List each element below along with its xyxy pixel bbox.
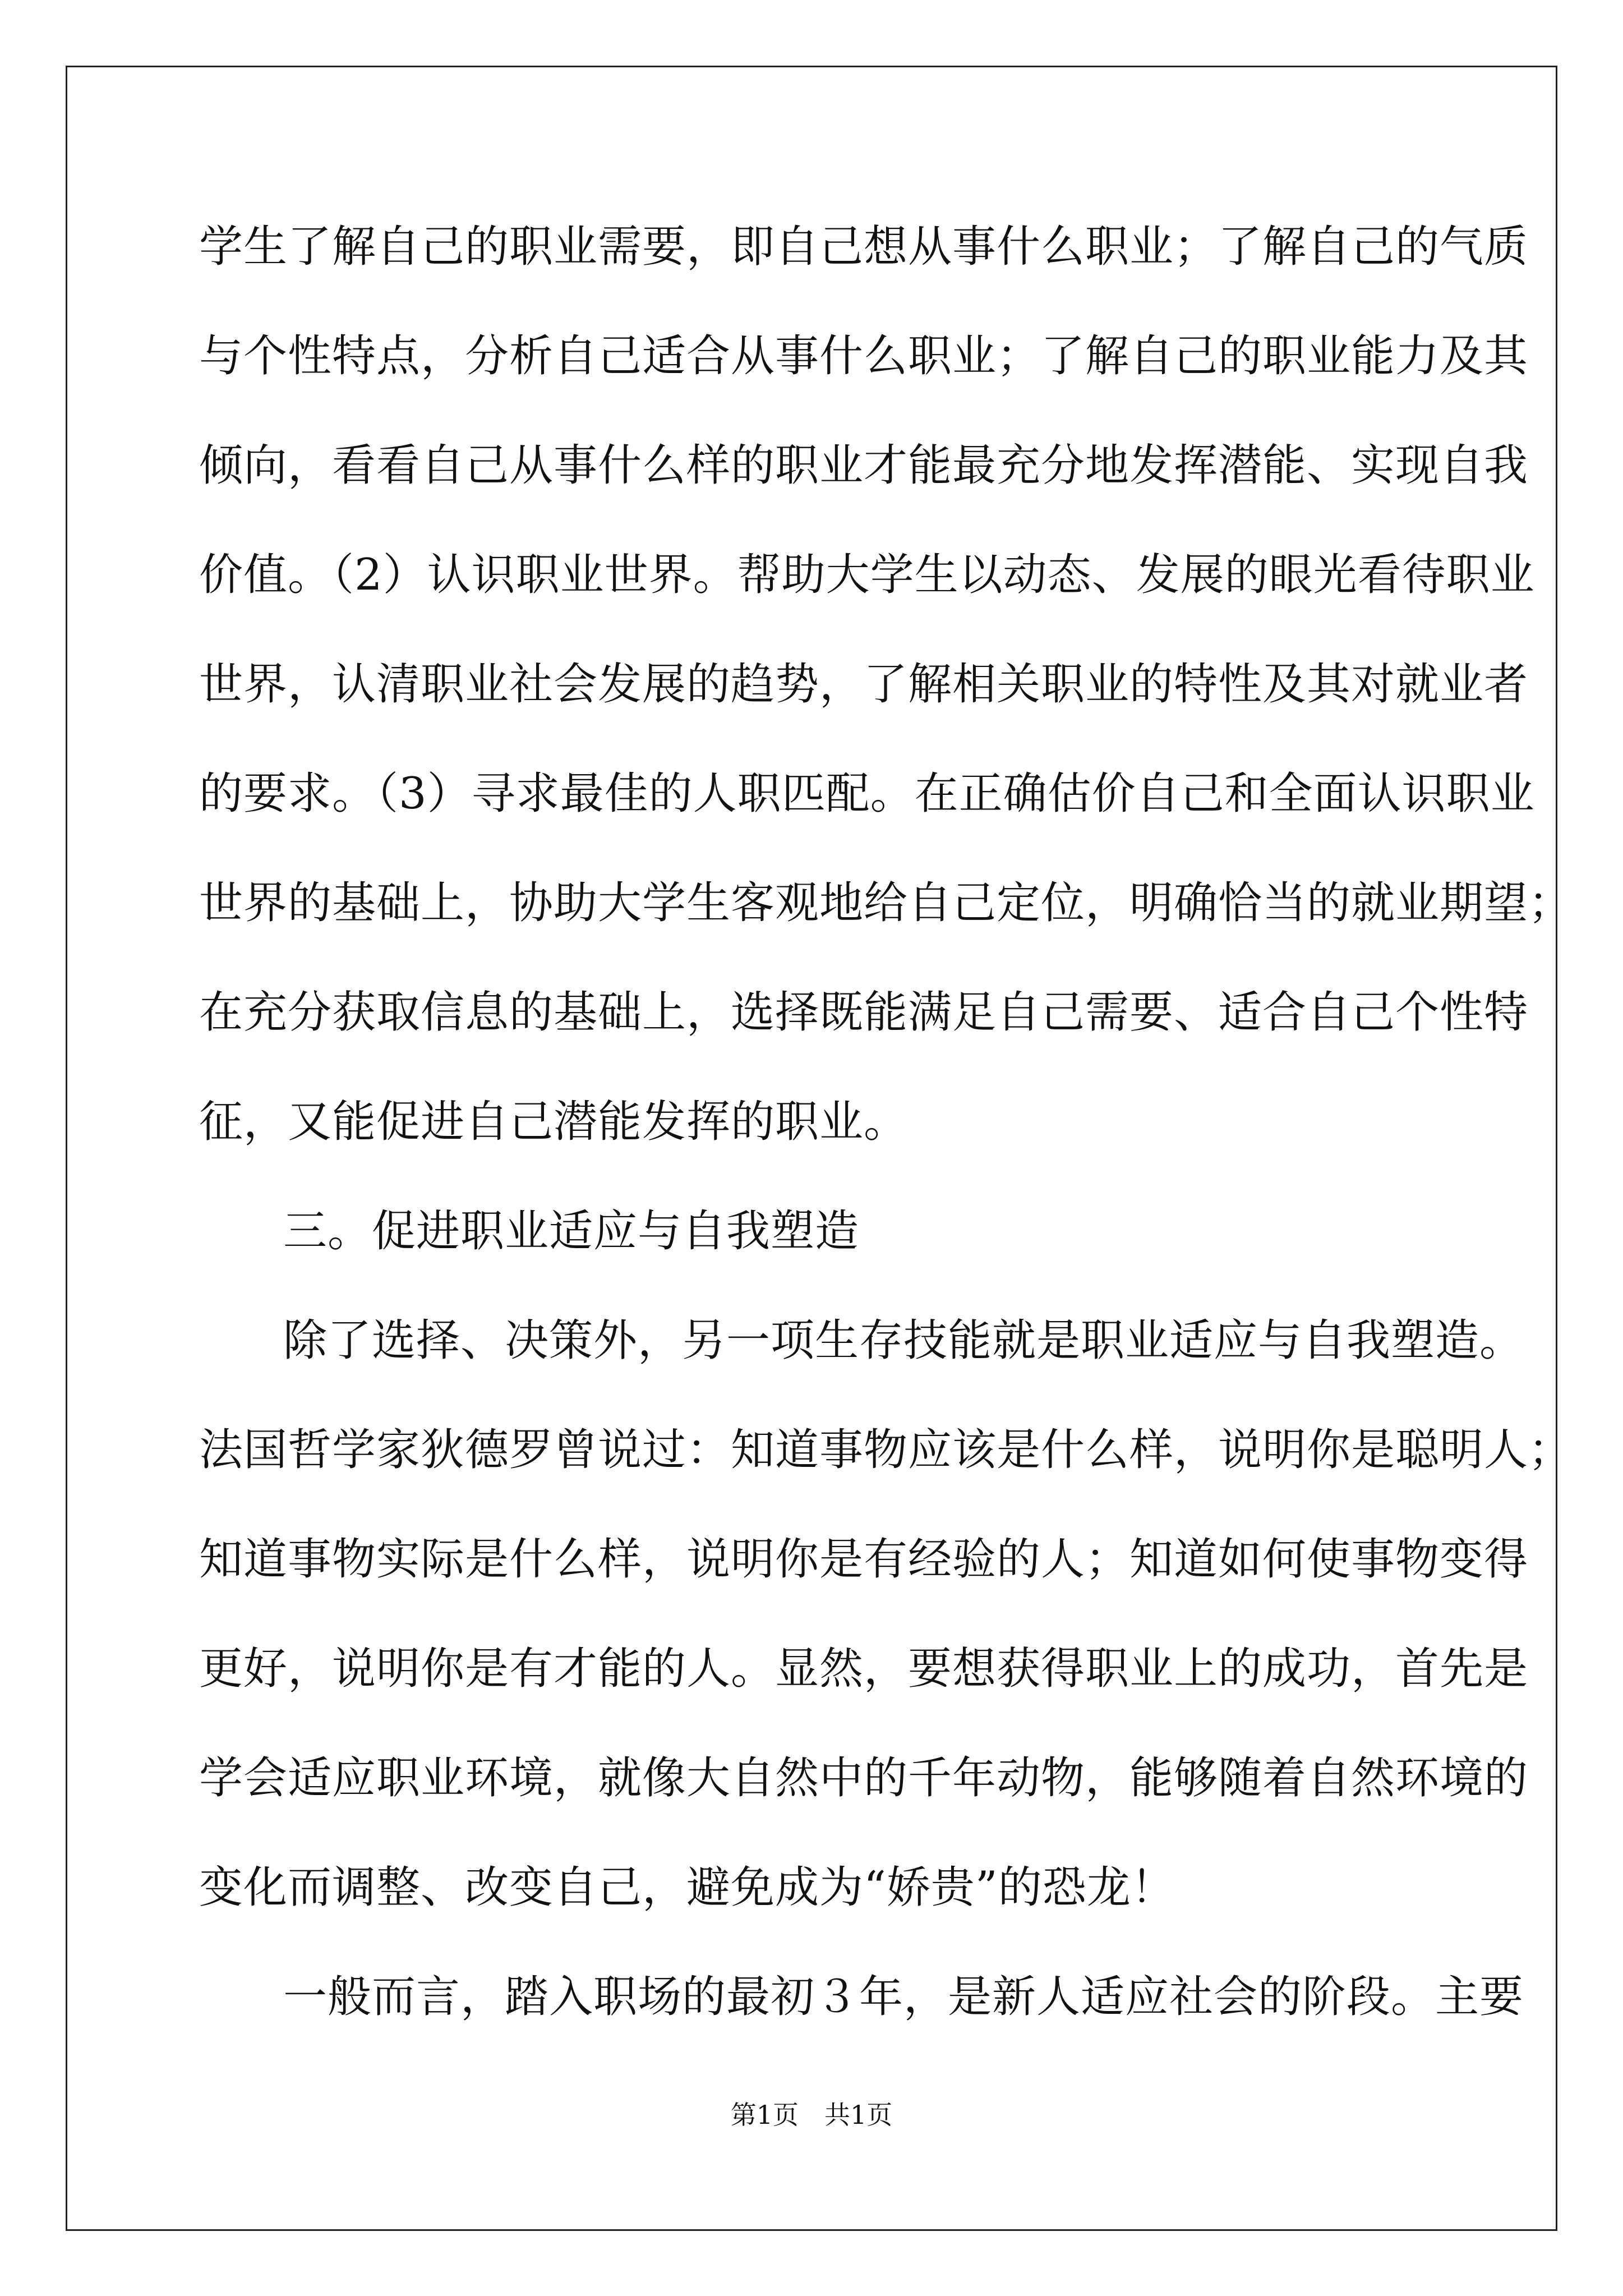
text-line: 的要求。（3）寻求最佳的人职匹配。在正确估价自己和全面认识职业	[199, 769, 1535, 819]
text-line: 知道事物实际是什么样，说明你是有经验的人；知道如何使事物变得	[199, 1534, 1529, 1585]
text-line: 更好，说明你是有才能的人。显然，要想获得职业上的成功，首先是	[199, 1644, 1529, 1694]
text-line: 征，又能促进自己潜能发挥的职业。	[199, 1097, 909, 1147]
text-line: 学会适应职业环境，就像大自然中的千年动物，能够随着自然环境的	[199, 1753, 1529, 1803]
text-line: 一般而言，踏入职场的最初３年，是新人适应社会的阶段。主要	[283, 1972, 1524, 2022]
text-line: 变化而调整、改变自己，避免成为“娇贵”的恐龙！	[199, 1862, 1175, 1913]
text-line: 学生了解自己的职业需要，即自己想从事什么职业；了解自己的气质	[199, 222, 1529, 272]
text-line: 除了选择、决策外，另一项生存技能就是职业适应与自我塑造。	[283, 1315, 1524, 1366]
text-line: 倾向，看看自己从事什么样的职业才能最充分地发挥潜能、实现自我	[199, 440, 1529, 491]
text-line: 价值。（2）认识职业世界。帮助大学生以动态、发展的眼光看待职业	[199, 550, 1535, 600]
text-line: 法国哲学家狄德罗曾说过：知道事物应该是什么样，说明你是聪明人；	[199, 1425, 1573, 1475]
text-line: 在充分获取信息的基础上，选择既能满足自己需要、适合自己个性特	[199, 987, 1529, 1038]
text-line: 与个性特点，分析自己适合从事什么职业；了解自己的职业能力及其	[199, 331, 1529, 381]
text-line: 世界，认清职业社会发展的趋势，了解相关职业的特性及其对就业者	[199, 659, 1529, 710]
text-line: 世界的基础上，协助大学生客观地给自己定位，明确恰当的就业期望；	[199, 878, 1573, 928]
page-footer: 第1页 共1页	[730, 2100, 893, 2130]
section-heading: 三。促进职业适应与自我塑造	[283, 1206, 860, 1257]
